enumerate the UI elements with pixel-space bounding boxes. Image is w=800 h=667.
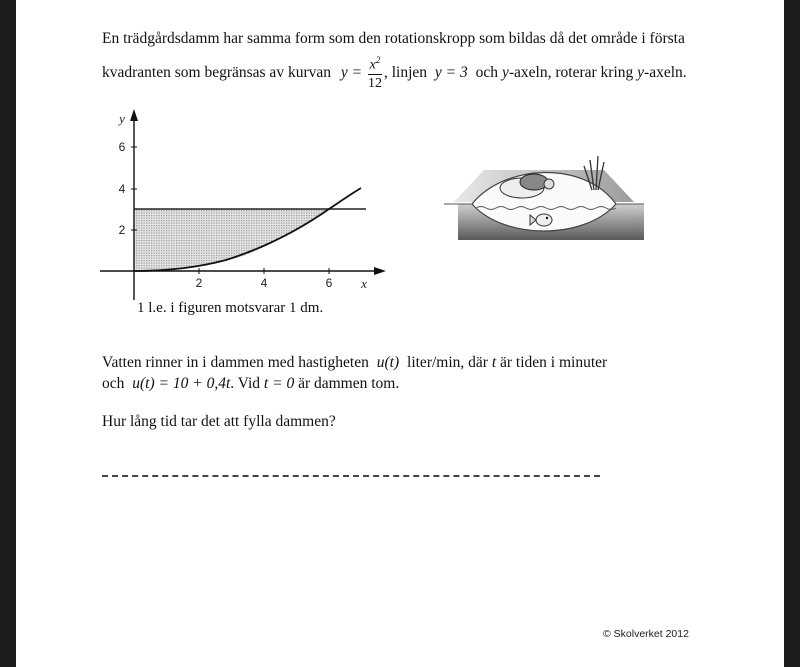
line-equation: y = 3 (434, 64, 468, 81)
curve-exponent: 2 (375, 55, 381, 66)
y-tick-label: 2 (118, 223, 126, 237)
function-graph (96, 105, 386, 300)
intro-text-c: och (475, 64, 498, 81)
intro-text-a: kvadranten som begränsas av kurvan (102, 64, 331, 81)
rate-text-b: liter/min, där (407, 354, 488, 371)
intro-text-d: -axeln, roterar kring (508, 64, 634, 81)
x-tick-label: 2 (195, 276, 203, 290)
y-axis-label: y (119, 111, 125, 126)
intro-text-b: , linjen (383, 64, 428, 81)
y-tick-label: 6 (118, 140, 126, 154)
rate-variable-t: t (491, 354, 497, 371)
rate-text-d: och (102, 375, 125, 392)
curve-lhs: y = (340, 64, 363, 81)
y-tick-label: 4 (118, 182, 126, 196)
intro-line-1 (102, 30, 685, 48)
curve-denominator: 12 (367, 75, 382, 91)
curve-numerator: x (369, 57, 376, 73)
y-axis-arrow-icon (130, 109, 138, 121)
x-axis-label: x (361, 276, 367, 291)
rate-text-e: . Vid (230, 375, 261, 392)
intro-line-2 (102, 53, 687, 93)
pond-illustration (444, 152, 644, 244)
rate-line-2 (102, 375, 399, 393)
x-tick-label: 4 (260, 276, 268, 290)
x-axis-arrow-icon (374, 267, 386, 275)
axis-y-1: y (502, 64, 509, 81)
lily-flower-icon (520, 174, 548, 190)
lily-bud-icon (544, 179, 554, 189)
rate-formula: u(t) = 10 + 0,4t (132, 375, 231, 392)
rate-line-1 (102, 354, 607, 372)
rate-text-f: är dammen tom. (298, 375, 400, 392)
rate-text-a: Vatten rinner in i dammen med hastigheten (102, 354, 369, 371)
document-page (16, 0, 784, 667)
intro-text: En trädgårdsdamm har samma form som den rotationskropp som bildas då det område i första (102, 30, 685, 47)
intro-text-e: -axeln. (644, 64, 687, 81)
answer-line[interactable] (102, 475, 600, 477)
rate-function: u(t) (376, 354, 400, 371)
shaded-region (134, 209, 329, 271)
rate-initial-time: t = 0 (263, 375, 295, 392)
rate-text-c: är tiden i minuter (500, 354, 608, 371)
axis-y-2: y (637, 64, 645, 81)
x-tick-label: 6 (325, 276, 333, 290)
curve-fraction (368, 56, 382, 91)
question-text: Hur lång tid tar det att fylla dammen? (102, 413, 336, 430)
copyright-footer: © Skolverket 2012 (603, 628, 689, 640)
graph-caption: 1 l.e. i figuren motsvarar 1 dm. (137, 300, 324, 316)
